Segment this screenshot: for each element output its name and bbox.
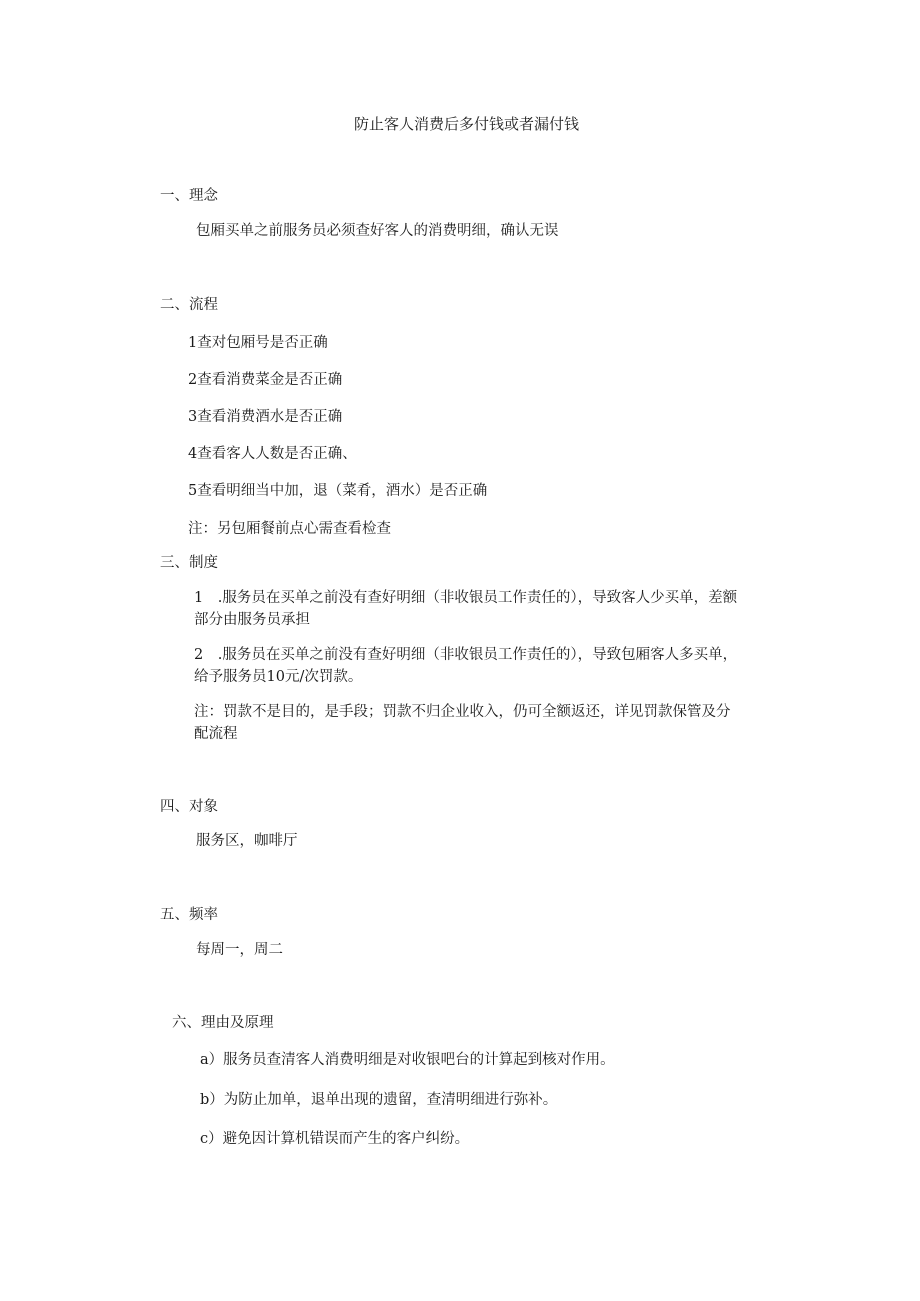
rule-item-line: 2 .服务员在买单之前没有查好明细（非收银员工作责任的），导致包厢客人多买单， — [194, 647, 738, 663]
section-heading-process: 二、流程 — [160, 297, 218, 313]
reason-item: c）避免因计算机错误而产生的客户纠纷。 — [200, 1131, 470, 1147]
reason-item: a）服务员查清客人消费明细是对收银吧台的计算起到核对作用。 — [200, 1052, 615, 1068]
rule-note-line: 注：罚款不是目的，是手段；罚款不归企业收入，仍可全额返还，详见罚款保管及分 — [194, 704, 731, 720]
section-heading-concept: 一、理念 — [160, 188, 218, 204]
rule-item-line: 1 .服务员在买单之前没有查好明细（非收银员工作责任的），导致客人少买单，差额 — [194, 590, 738, 606]
section-heading-rules: 三、制度 — [160, 555, 218, 571]
section-heading-reasons: 六、理由及原理 — [172, 1015, 274, 1031]
process-step: 3查看消费酒水是否正确 — [188, 409, 343, 425]
rule-item-line: 给予服务员10元/次罚款。 — [194, 669, 363, 685]
process-step: 4查看客人人数是否正确、 — [188, 446, 357, 462]
process-step: 2查看消费菜金是否正确 — [188, 372, 343, 388]
section-text-target: 服务区，咖啡厅 — [196, 833, 298, 849]
reason-item: b）为防止加单，退单出现的遗留，查清明细进行弥补。 — [200, 1092, 558, 1108]
section-text-concept: 包厢买单之前服务员必须查好客人的消费明细，确认无误 — [196, 223, 559, 239]
section-text-frequency: 每周一，周二 — [196, 942, 283, 958]
process-step: 5查看明细当中加，退（菜肴，酒水）是否正确 — [188, 483, 488, 499]
process-note: 注：另包厢餐前点心需查看检查 — [188, 521, 391, 537]
rule-item-line: 部分由服务员承担 — [194, 612, 310, 628]
section-heading-target: 四、对象 — [160, 799, 218, 815]
section-heading-frequency: 五、频率 — [160, 907, 218, 923]
rule-note-line: 配流程 — [194, 726, 238, 742]
document-title: 防止客人消费后多付钱或者漏付钱 — [354, 115, 580, 133]
process-step: 1查对包厢号是否正确 — [188, 335, 328, 351]
